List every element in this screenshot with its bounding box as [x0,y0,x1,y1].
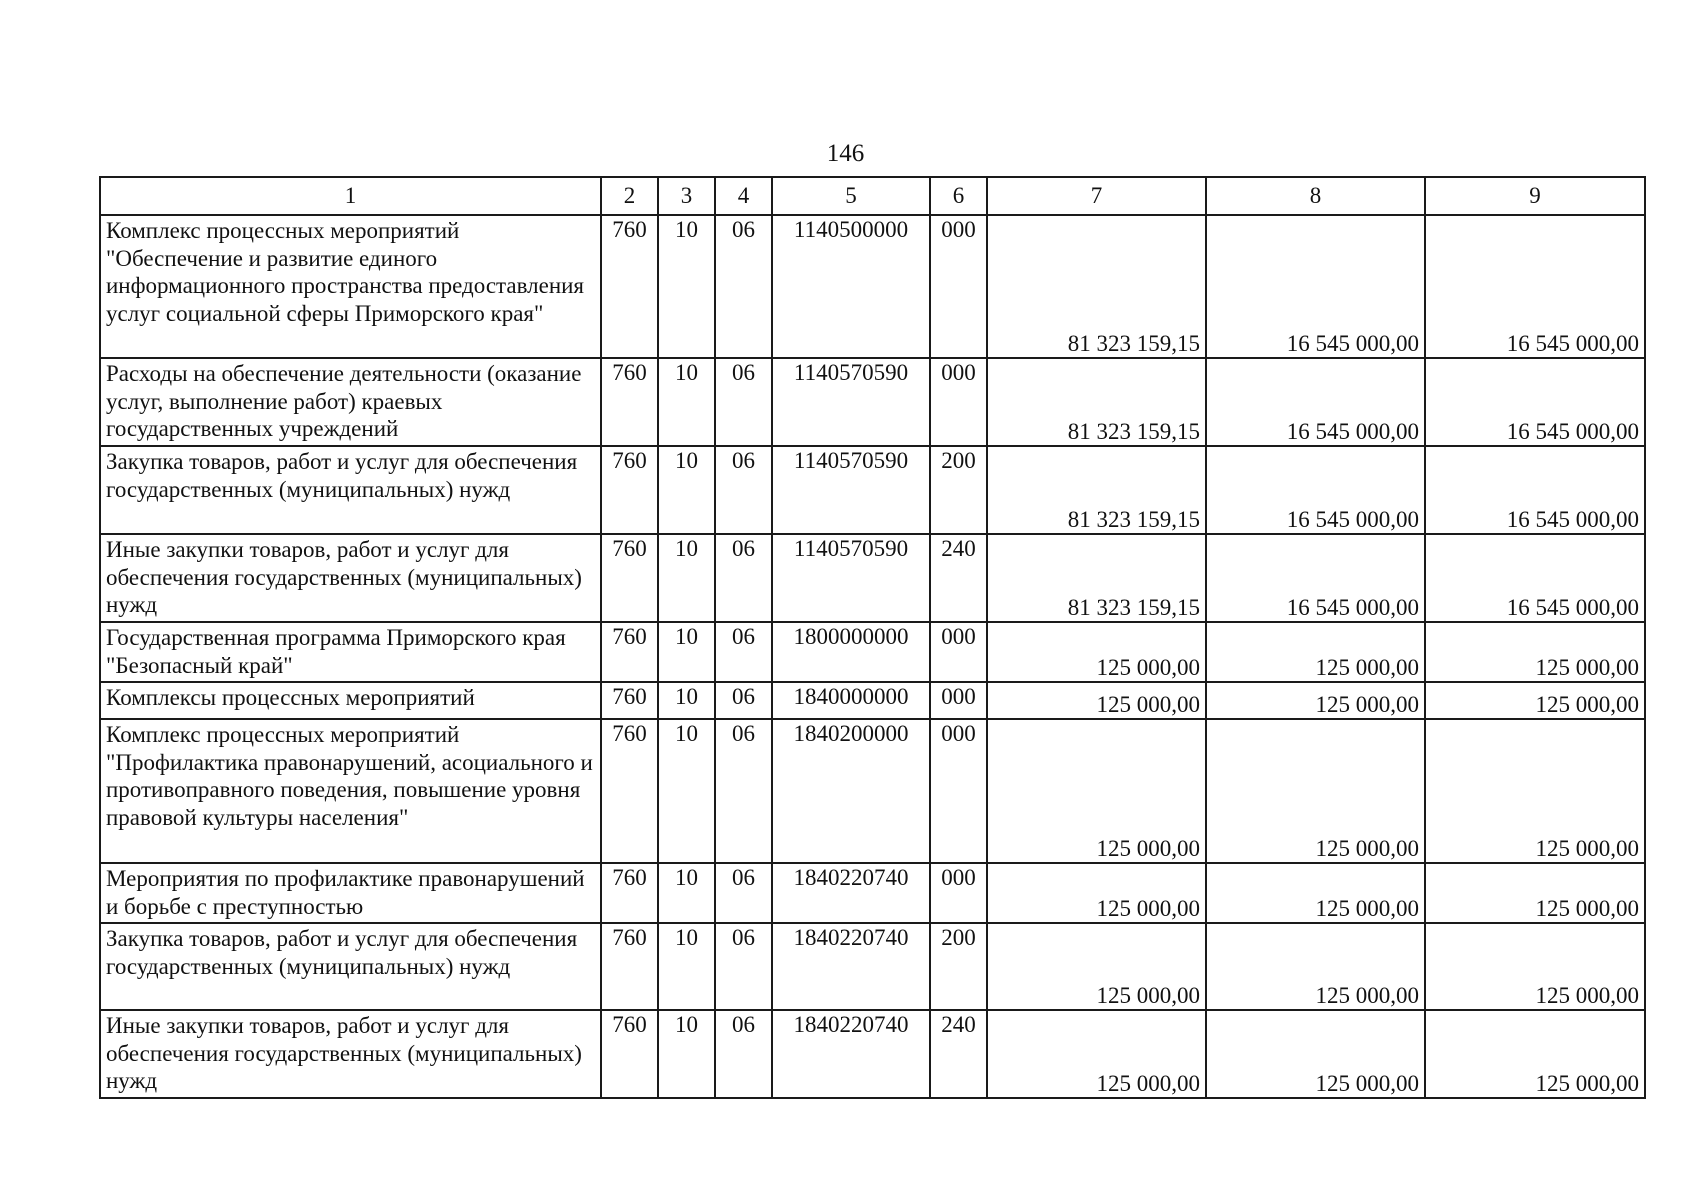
amount-col-7: 81 323 159,15 [987,358,1206,446]
ministry-code: 760 [601,923,658,1010]
amount-col-7: 81 323 159,15 [987,446,1206,534]
amount-col-8: 125 000,00 [1206,622,1425,682]
expense-name-text: Комплекс процессных мероприятий "Профилактика правонарушений, асоциального и противоправного поведения, повышение уровня правовой культуры населения" [106,722,593,830]
amount-col-9: 125 000,00 [1425,719,1645,863]
column-header-9: 9 [1425,177,1645,215]
expense-type-code: 240 [930,1010,987,1098]
expense-name-text: Комплекс процессных мероприятий "Обеспечение и развитие единого информационного пространства предоставления услуг социальной сферы Приморского края" [106,218,585,326]
target-article-code: 1840000000 [772,682,930,719]
expense-name [100,358,601,446]
subsection-code: 06 [715,923,772,1010]
expense-name-text: Закупка товаров, работ и услуг для обеспечения государственных (муниципальных) нужд [106,449,578,502]
expense-type-code: 000 [930,719,987,863]
section-code: 10 [658,358,715,446]
expense-type-code: 200 [930,446,987,534]
amount-col-7: 125 000,00 [987,863,1206,923]
section-code: 10 [658,1010,715,1098]
amount-col-7: 125 000,00 [987,719,1206,863]
expense-type-code: 200 [930,923,987,1010]
amount-col-9: 16 545 000,00 [1425,534,1645,622]
amount-col-9: 125 000,00 [1425,1010,1645,1098]
amount-col-9: 125 000,00 [1425,923,1645,1010]
expense-name [100,863,601,923]
section-code: 10 [658,446,715,534]
amount-col-8: 125 000,00 [1206,863,1425,923]
amount-col-8: 16 545 000,00 [1206,534,1425,622]
table-row [100,682,1645,719]
column-header-5: 5 [772,177,930,215]
expense-name [100,215,601,358]
expense-type-code: 000 [930,863,987,923]
expense-type-code: 000 [930,622,987,682]
section-code: 10 [658,923,715,1010]
section-code: 10 [658,682,715,719]
amount-col-7: 81 323 159,15 [987,215,1206,358]
page-number: 146 [826,140,865,167]
ministry-code: 760 [601,1010,658,1098]
column-header-6: 6 [930,177,987,215]
expense-name [100,1010,601,1098]
amount-col-9: 16 545 000,00 [1425,446,1645,534]
expense-name-text: Комплексы процессных мероприятий [106,685,475,710]
section-code: 10 [658,215,715,358]
table-row [100,923,1645,1010]
expense-name-text: Закупка товаров, работ и услуг для обеспечения государственных (муниципальных) нужд [106,926,578,979]
table-row [100,534,1645,622]
expense-name [100,719,601,863]
table-row [100,622,1645,682]
expense-name [100,534,601,622]
amount-col-8: 125 000,00 [1206,923,1425,1010]
amount-col-8: 125 000,00 [1206,719,1425,863]
amount-col-8: 125 000,00 [1206,1010,1425,1098]
expense-name-text: Расходы на обеспечение деятельности (оказание услуг, выполнение работ) краевых государственных учреждений [106,361,582,441]
amount-col-8: 16 545 000,00 [1206,358,1425,446]
subsection-code: 06 [715,719,772,863]
table-row [100,863,1645,923]
table-row [100,358,1645,446]
subsection-code: 06 [715,682,772,719]
expense-name-text: Мероприятия по профилактике правонарушений и борьбе с преступностью [106,866,585,919]
column-header-7: 7 [987,177,1206,215]
amount-col-7: 81 323 159,15 [987,534,1206,622]
expense-name-text: Государственная программа Приморского края "Безопасный край" [106,625,566,678]
section-code: 10 [658,622,715,682]
column-header-8: 8 [1206,177,1425,215]
expense-type-code: 000 [930,215,987,358]
subsection-code: 06 [715,534,772,622]
amount-col-9: 125 000,00 [1425,863,1645,923]
header-row [100,177,1645,215]
subsection-code: 06 [715,215,772,358]
table-row [100,719,1645,863]
target-article-code: 1840220740 [772,863,930,923]
target-article-code: 1140570590 [772,446,930,534]
subsection-code: 06 [715,863,772,923]
expense-type-code: 240 [930,534,987,622]
column-header-3: 3 [658,177,715,215]
section-code: 10 [658,863,715,923]
target-article-code: 1140570590 [772,534,930,622]
subsection-code: 06 [715,622,772,682]
column-header-1: 1 [100,177,601,215]
amount-col-9: 16 545 000,00 [1425,215,1645,358]
expense-name [100,923,601,1010]
ministry-code: 760 [601,215,658,358]
amount-col-9: 16 545 000,00 [1425,358,1645,446]
target-article-code: 1840220740 [772,1010,930,1098]
target-article-code: 1840200000 [772,719,930,863]
ministry-code: 760 [601,446,658,534]
amount-col-8: 125 000,00 [1206,682,1425,719]
expense-name [100,446,601,534]
ministry-code: 760 [601,534,658,622]
ministry-code: 760 [601,863,658,923]
subsection-code: 06 [715,1010,772,1098]
subsection-code: 06 [715,446,772,534]
amount-col-7: 125 000,00 [987,1010,1206,1098]
target-article-code: 1840220740 [772,923,930,1010]
column-header-4: 4 [715,177,772,215]
amount-col-9: 125 000,00 [1425,682,1645,719]
ministry-code: 760 [601,622,658,682]
table-row [100,215,1645,358]
expense-name-text: Иные закупки товаров, работ и услуг для обеспечения государственных (муниципальных) нужд [106,1013,582,1093]
table-row [100,446,1645,534]
column-header-2: 2 [601,177,658,215]
amount-col-8: 16 545 000,00 [1206,215,1425,358]
target-article-code: 1800000000 [772,622,930,682]
expense-name-text: Иные закупки товаров, работ и услуг для обеспечения государственных (муниципальных) нужд [106,537,582,617]
ministry-code: 760 [601,719,658,863]
amount-col-8: 16 545 000,00 [1206,446,1425,534]
target-article-code: 1140500000 [772,215,930,358]
amount-col-9: 125 000,00 [1425,622,1645,682]
expense-name [100,622,601,682]
subsection-code: 06 [715,358,772,446]
table-row [100,1010,1645,1098]
section-code: 10 [658,534,715,622]
target-article-code: 1140570590 [772,358,930,446]
expense-type-code: 000 [930,358,987,446]
expense-type-code: 000 [930,682,987,719]
amount-col-7: 125 000,00 [987,682,1206,719]
amount-col-7: 125 000,00 [987,622,1206,682]
section-code: 10 [658,719,715,863]
expense-name [100,682,601,719]
budget-table [99,176,1646,1099]
ministry-code: 760 [601,358,658,446]
amount-col-7: 125 000,00 [987,923,1206,1010]
ministry-code: 760 [601,682,658,719]
